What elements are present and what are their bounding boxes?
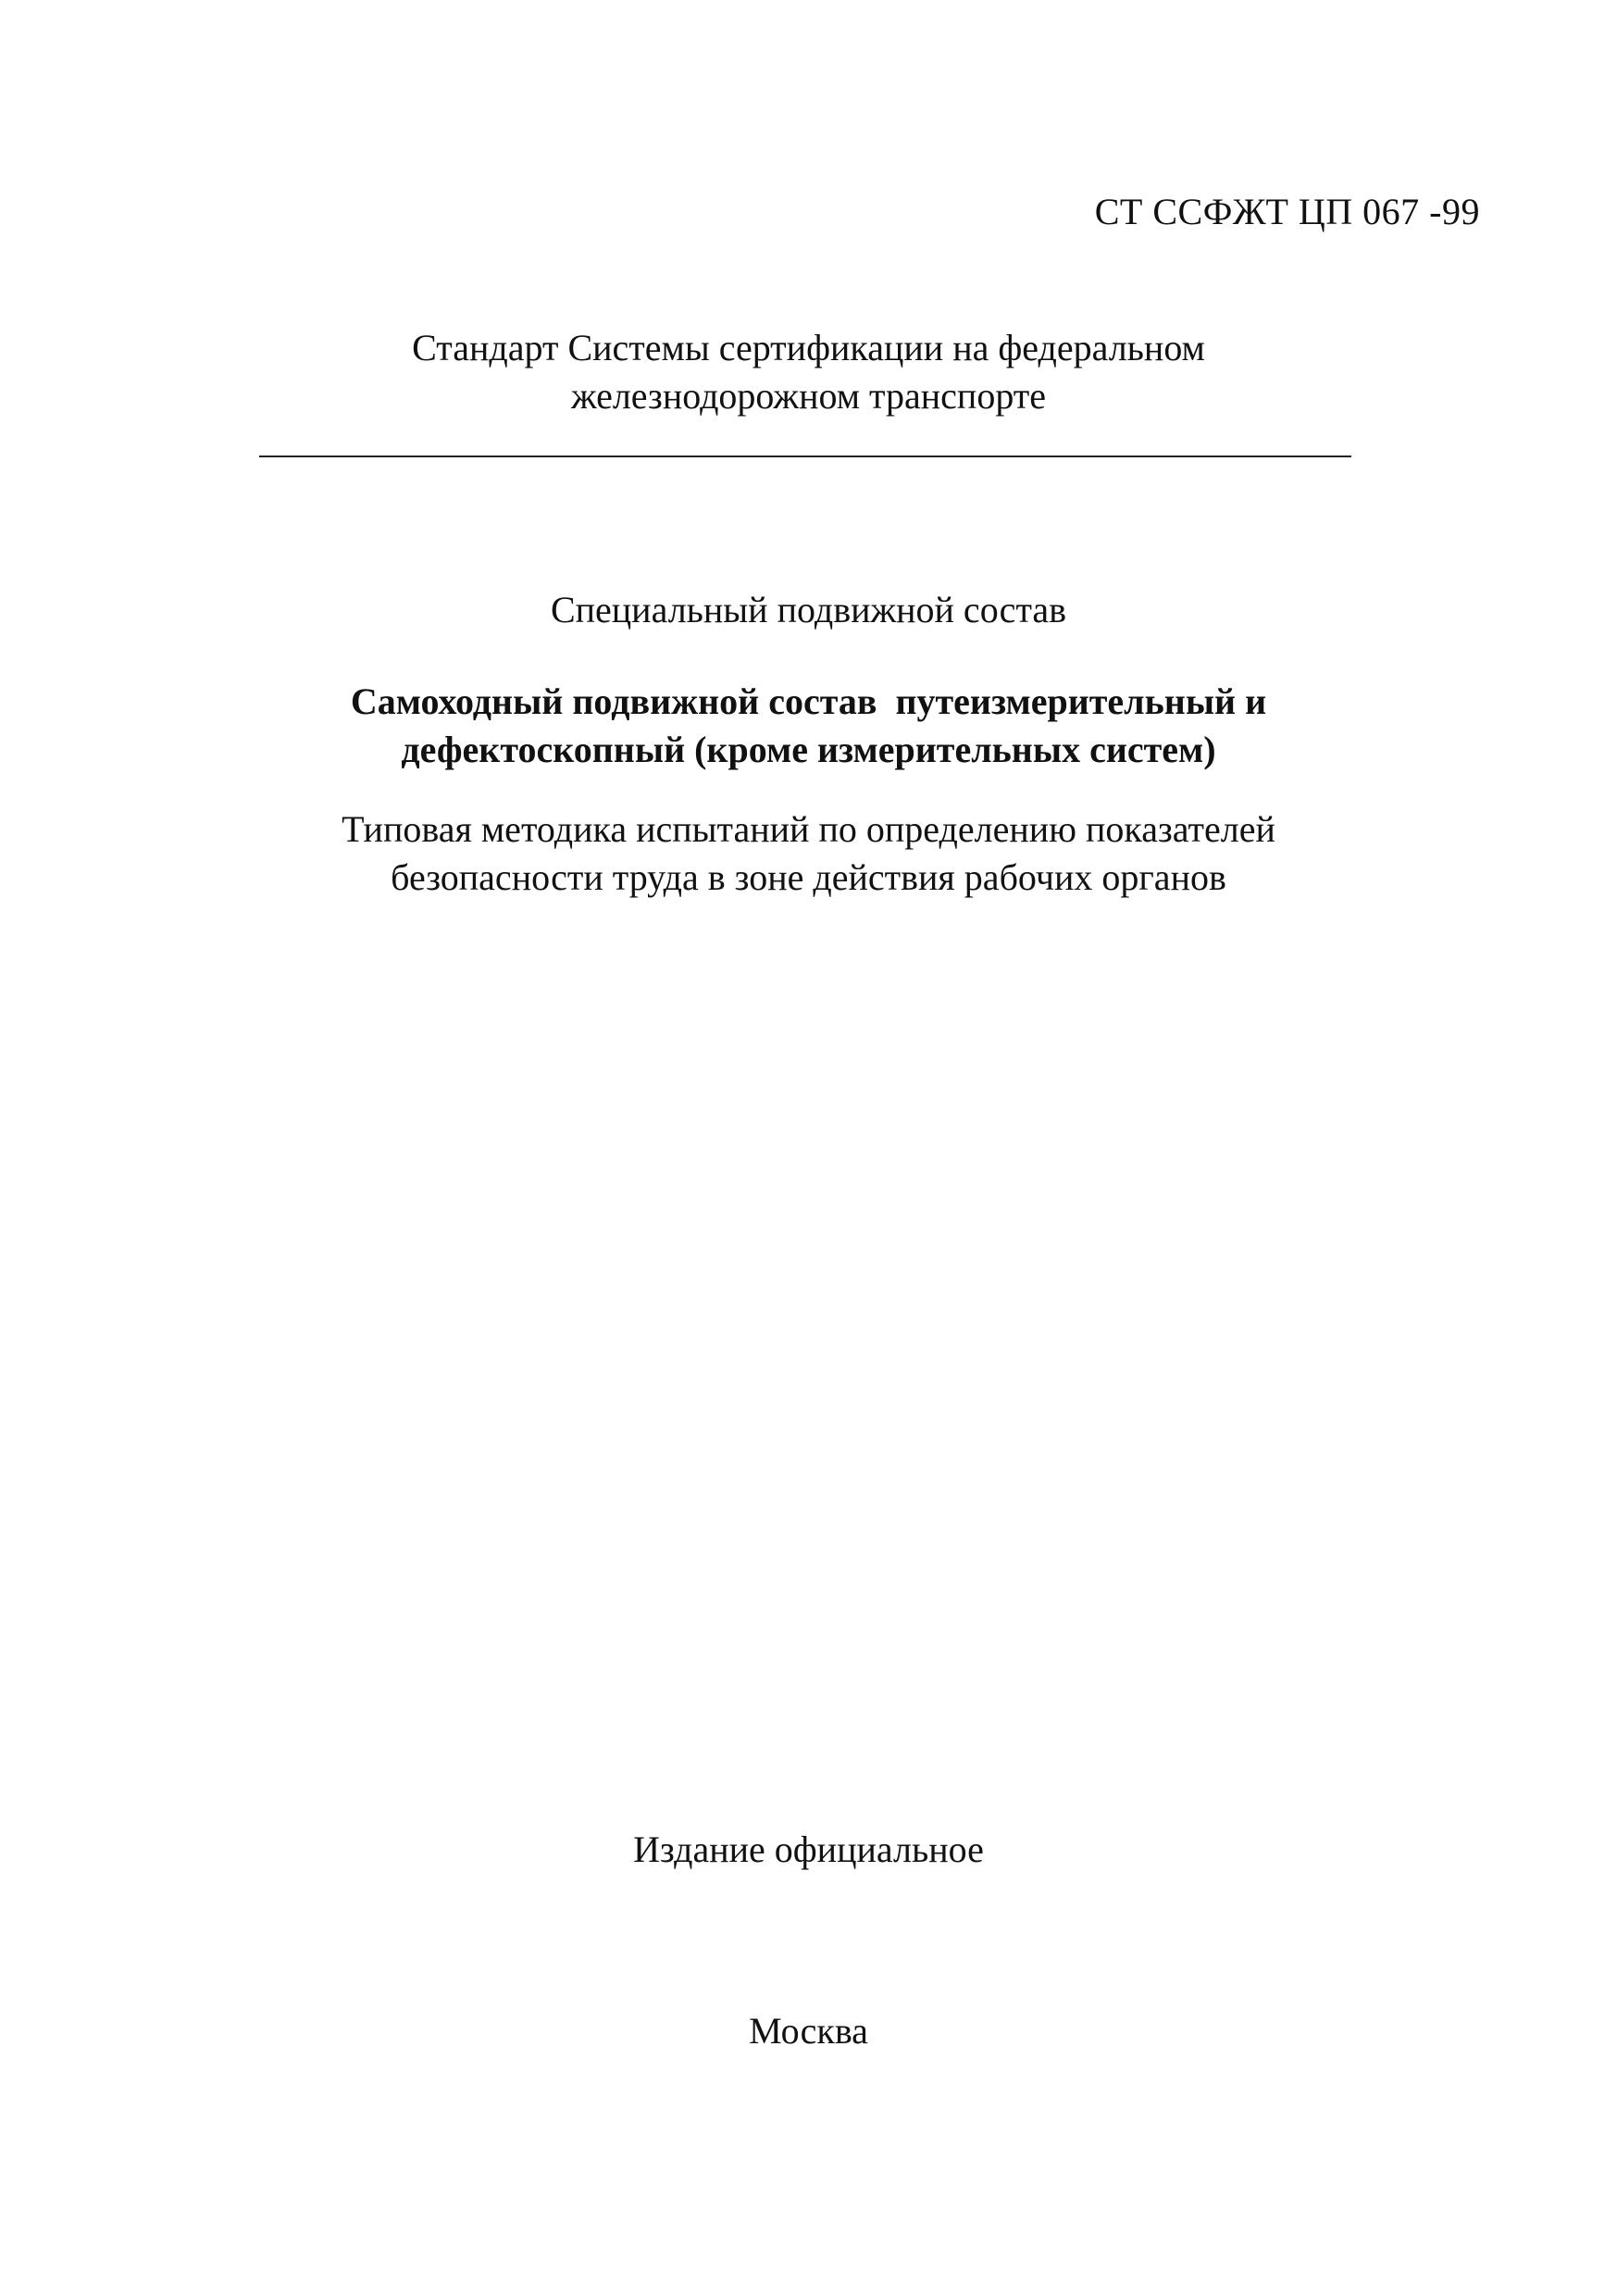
standard-designation: СТ ССФЖТ ЦП 067 -99 bbox=[1094, 191, 1480, 232]
method-title bbox=[0, 805, 1617, 902]
edition-note: Издание официальное bbox=[633, 1828, 984, 1870]
system-title-line-1: Стандарт Системы сертификации на федеральном bbox=[412, 327, 1205, 368]
horizontal-divider bbox=[259, 455, 1351, 457]
certification-system-title bbox=[0, 324, 1617, 420]
method-title-line-2: безопасности труда в зоне действия рабочих органов bbox=[391, 856, 1226, 898]
product-category: Специальный подвижной состав bbox=[550, 589, 1067, 630]
publication-city: Москва bbox=[749, 2010, 868, 2052]
product-title bbox=[0, 678, 1617, 774]
product-title-line-2: дефектоскопный (кроме измерительных систем) bbox=[401, 729, 1216, 770]
product-title-line-1: Самоходный подвижной состав путеизмерительный и bbox=[350, 680, 1267, 722]
method-title-line-1: Типовая методика испытаний по определению показателей bbox=[342, 808, 1275, 850]
system-title-line-2: железнодорожном транспорте bbox=[570, 375, 1047, 417]
